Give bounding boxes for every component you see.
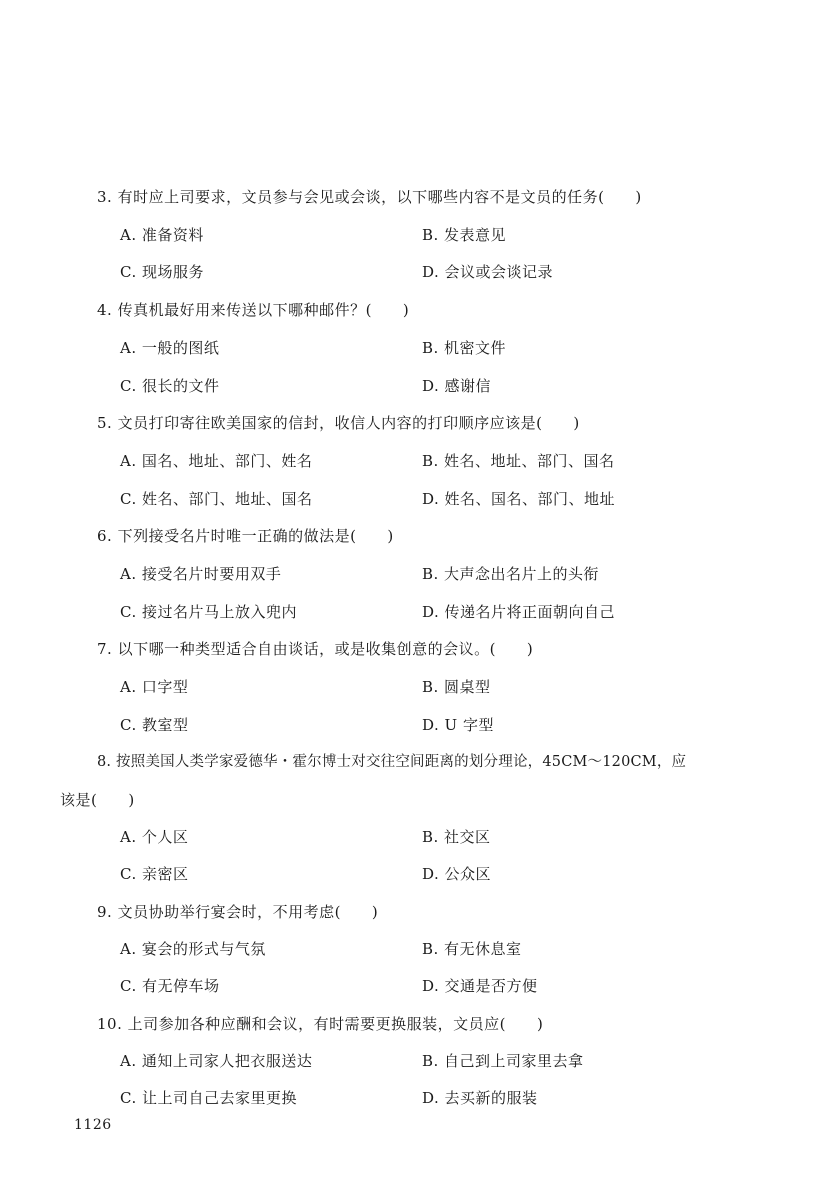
question-9-option-b: B. 有无休息室 — [422, 940, 522, 958]
page-number: 1126 — [74, 1117, 112, 1133]
question-10-option-a: A. 通知上司家人把衣服送达 — [120, 1052, 313, 1070]
question-5-option-b: B. 姓名、地址、部门、国名 — [422, 452, 615, 470]
question-10-stem: 10. 上司参加各种应酬和会议，有时需要更换服装，文员应( ) — [97, 1015, 544, 1033]
question-9-option-a: A. 宴会的形式与气氛 — [120, 940, 266, 958]
question-8-option-a: A. 个人区 — [120, 828, 189, 846]
question-3-option-a: A. 准备资料 — [120, 226, 204, 244]
question-6-option-c: C. 接过名片马上放入兜内 — [120, 603, 297, 621]
question-3-option-c: C. 现场服务 — [120, 263, 204, 281]
question-4-option-a: A. 一般的图纸 — [120, 339, 220, 357]
question-4-option-c: C. 很长的文件 — [120, 377, 220, 395]
question-5-stem: 5. 文员打印寄往欧美国家的信封，收信人内容的打印顺序应该是( ) — [97, 414, 580, 432]
question-7-option-b: B. 圆桌型 — [422, 678, 491, 696]
question-7-option-c: C. 教室型 — [120, 716, 189, 734]
question-6-stem: 6. 下列接受名片时唯一正确的做法是( ) — [97, 527, 394, 545]
question-8-stem-continuation: 该是( ) — [60, 791, 135, 809]
question-3-option-b: B. 发表意见 — [422, 226, 507, 244]
question-4-option-b: B. 机密文件 — [422, 339, 507, 357]
question-5-option-c: C. 姓名、部门、地址、国名 — [120, 490, 313, 508]
question-3-option-d: D. 会议或会谈记录 — [422, 263, 554, 281]
question-5-option-a: A. 国名、地址、部门、姓名 — [120, 452, 313, 470]
question-3-stem: 3. 有时应上司要求，文员参与会见或会谈，以下哪些内容不是文员的任务( ) — [97, 188, 642, 206]
question-4-option-d: D. 感谢信 — [422, 377, 492, 395]
question-9-stem: 9. 文员协助举行宴会时，不用考虑( ) — [97, 903, 379, 921]
question-5-option-d: D. 姓名、国名、部门、地址 — [422, 490, 616, 508]
question-4-stem: 4. 传真机最好用来传送以下哪种邮件？( ) — [97, 301, 410, 319]
question-10-option-b: B. 自己到上司家里去拿 — [422, 1052, 584, 1070]
question-8-option-b: B. 社交区 — [422, 828, 491, 846]
question-7-option-a: A. 口字型 — [120, 678, 189, 696]
question-9-option-d: D. 交通是否方便 — [422, 977, 538, 995]
question-7-stem: 7. 以下哪一种类型适合自由谈话，或是收集创意的会议。( ) — [97, 640, 534, 658]
question-8-option-c: C. 亲密区 — [120, 865, 189, 883]
question-10-option-c: C. 让上司自己去家里更换 — [120, 1089, 297, 1107]
question-6-option-d: D. 传递名片将正面朝向自己 — [422, 603, 616, 621]
question-7-option-d: D. U 字型 — [422, 716, 494, 734]
question-9-option-c: C. 有无停车场 — [120, 977, 220, 995]
question-10-option-d: D. 去买新的服装 — [422, 1089, 538, 1107]
question-8-stem: 8. 按照美国人类学家爱德华・霍尔博士对交往空间距离的划分理论，45CM～120CM，应 — [97, 754, 687, 770]
question-8-option-d: D. 公众区 — [422, 865, 492, 883]
question-6-option-b: B. 大声念出名片上的头衔 — [422, 565, 600, 583]
question-6-option-a: A. 接受名片时要用双手 — [120, 565, 282, 583]
